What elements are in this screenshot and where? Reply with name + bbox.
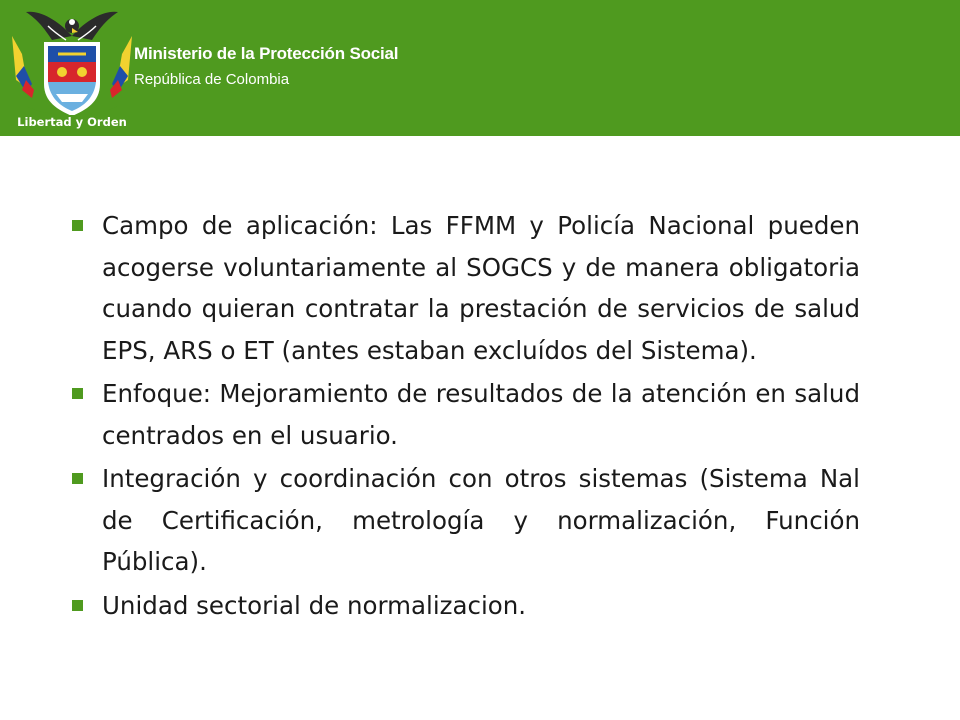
square-bullet-icon bbox=[72, 600, 83, 611]
svg-text:Libertad y Orden: Libertad y Orden bbox=[17, 115, 127, 129]
square-bullet-icon bbox=[72, 388, 83, 399]
list-item bbox=[70, 205, 860, 371]
republic-name: República de Colombia bbox=[134, 71, 290, 88]
list-item-text: Integración y coordinación con otros sistemas (Sistema Nal de Certificación, metrología y normalización, Función Pública). bbox=[102, 464, 860, 576]
list-item bbox=[70, 585, 860, 627]
list-item-text: Unidad sectorial de normalizacion. bbox=[102, 590, 527, 620]
bullet-list bbox=[70, 205, 860, 628]
header-banner bbox=[0, 0, 960, 136]
square-bullet-icon bbox=[72, 220, 83, 231]
ministry-name: Ministerio de la Protección Social bbox=[134, 44, 399, 63]
list-item-text: Enfoque: Mejoramiento de resultados de la atención en salud centrados en el usuario. bbox=[102, 379, 860, 450]
list-item-text: Campo de aplicación: Las FFMM y Policía Nacional pueden acogerse voluntariamente al SOGCS y de manera obligatoria cuando quieran contratar la prestación de servicios de salud EPS, ARS o ET (antes estaban excluídos del Sistema). bbox=[102, 211, 860, 365]
square-bullet-icon bbox=[72, 473, 83, 484]
colombia-coat-of-arms-icon bbox=[8, 6, 136, 134]
list-item bbox=[70, 458, 860, 583]
list-item bbox=[70, 373, 860, 456]
